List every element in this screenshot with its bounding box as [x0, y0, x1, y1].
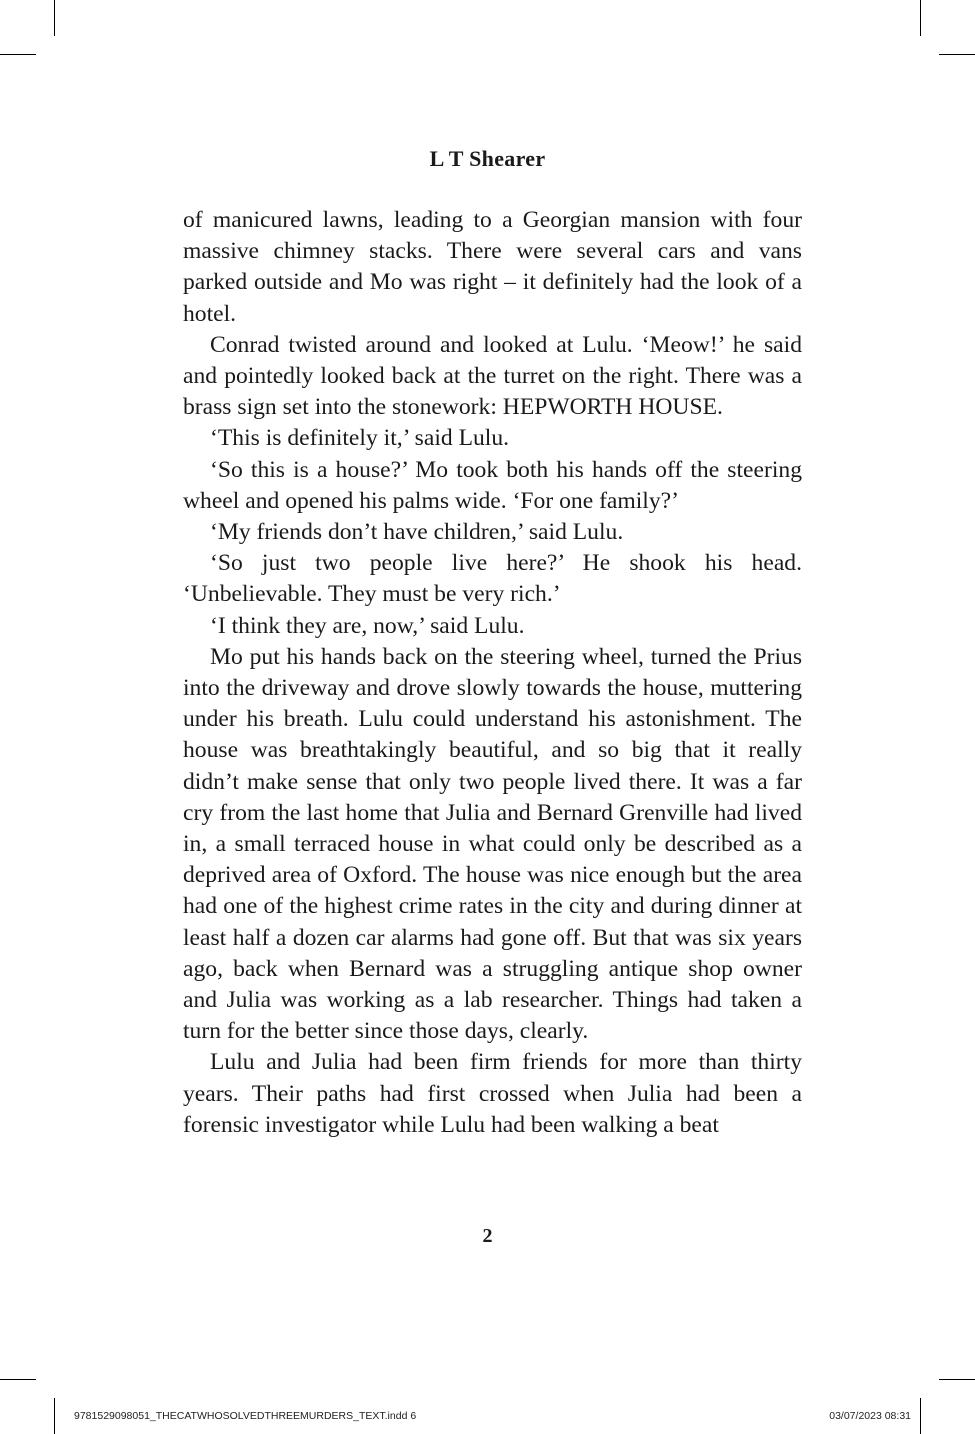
crop-mark-bottom-right: [920, 1398, 921, 1434]
paragraph: ‘This is definitely it,’ said Lulu.: [210, 425, 510, 452]
crop-mark-bottom-left-h: [0, 1379, 36, 1380]
paragraph: ‘So this is a house?’ Mo took both his hands off the steering wheel and opened his palms wide. ‘For one family?’: [183, 456, 802, 514]
crop-mark-top-right: [920, 0, 921, 36]
crop-mark-bottom-right-h: [939, 1379, 975, 1380]
paragraph: ‘I think they are, now,’ said Lulu.: [210, 612, 525, 639]
paragraph: Mo put his hands back on the steering wheel, turned the Prius into the driveway and drove slowly towards the house, muttering under his breath. Lulu could understand his astonishment. The house was breathtakingly beautiful, and so big that it really didn’t make sense that only two people lived there. It was a far cry from the last home that Julia and Bernard Grenville had lived in, a small terraced house in what could only be described as a deprived area of Oxford. The house was nice enough but the area had one of the highest crime rates in the city and during dinner at least half a dozen car alarms had gone off. But that was six years ago, back when Bernard was a struggling antique shop owner and Julia was working as a lab researcher. Things had taken a turn for the better since those days, clearly.: [183, 643, 802, 1045]
paragraph: of manicured lawns, leading to a Georgian mansion with four massive chimney stacks. There were several cars and vans parked outside and Mo was right – it definitely had the look of a hotel.: [183, 207, 802, 327]
running-head: L T Shearer: [429, 146, 546, 171]
crop-mark-top-right-h: [939, 54, 975, 55]
crop-mark-top-left-h: [0, 54, 36, 55]
crop-mark-bottom-left: [54, 1398, 55, 1434]
body-text: [183, 205, 802, 1141]
paragraph: Lulu and Julia had been firm friends for more than thirty years. Their paths had first crossed when Julia had been a forensic investigator while Lulu had been walking a beat: [183, 1049, 802, 1138]
paragraph: Conrad twisted around and looked at Lulu. ‘Meow!’ he said and pointedly looked back at the turret on the right. There was a brass sign set into the stonework: HEPWORTH HOUSE.: [183, 331, 802, 421]
page-number: 2: [482, 1225, 493, 1247]
crop-mark-top-left: [54, 0, 55, 36]
paragraph: ‘My friends don’t have children,’ said Lulu.: [210, 519, 624, 546]
slug-file-name: 9781529098051_THECATWHOSOLVEDTHREEMURDERS_TEXT.indd 6: [74, 1410, 417, 1422]
paragraph: ‘So just two people live here?’ He shook his head. ‘Unbelievable. They must be very rich.’: [183, 550, 802, 608]
slug-timestamp: 03/07/2023 08:31: [829, 1410, 911, 1422]
